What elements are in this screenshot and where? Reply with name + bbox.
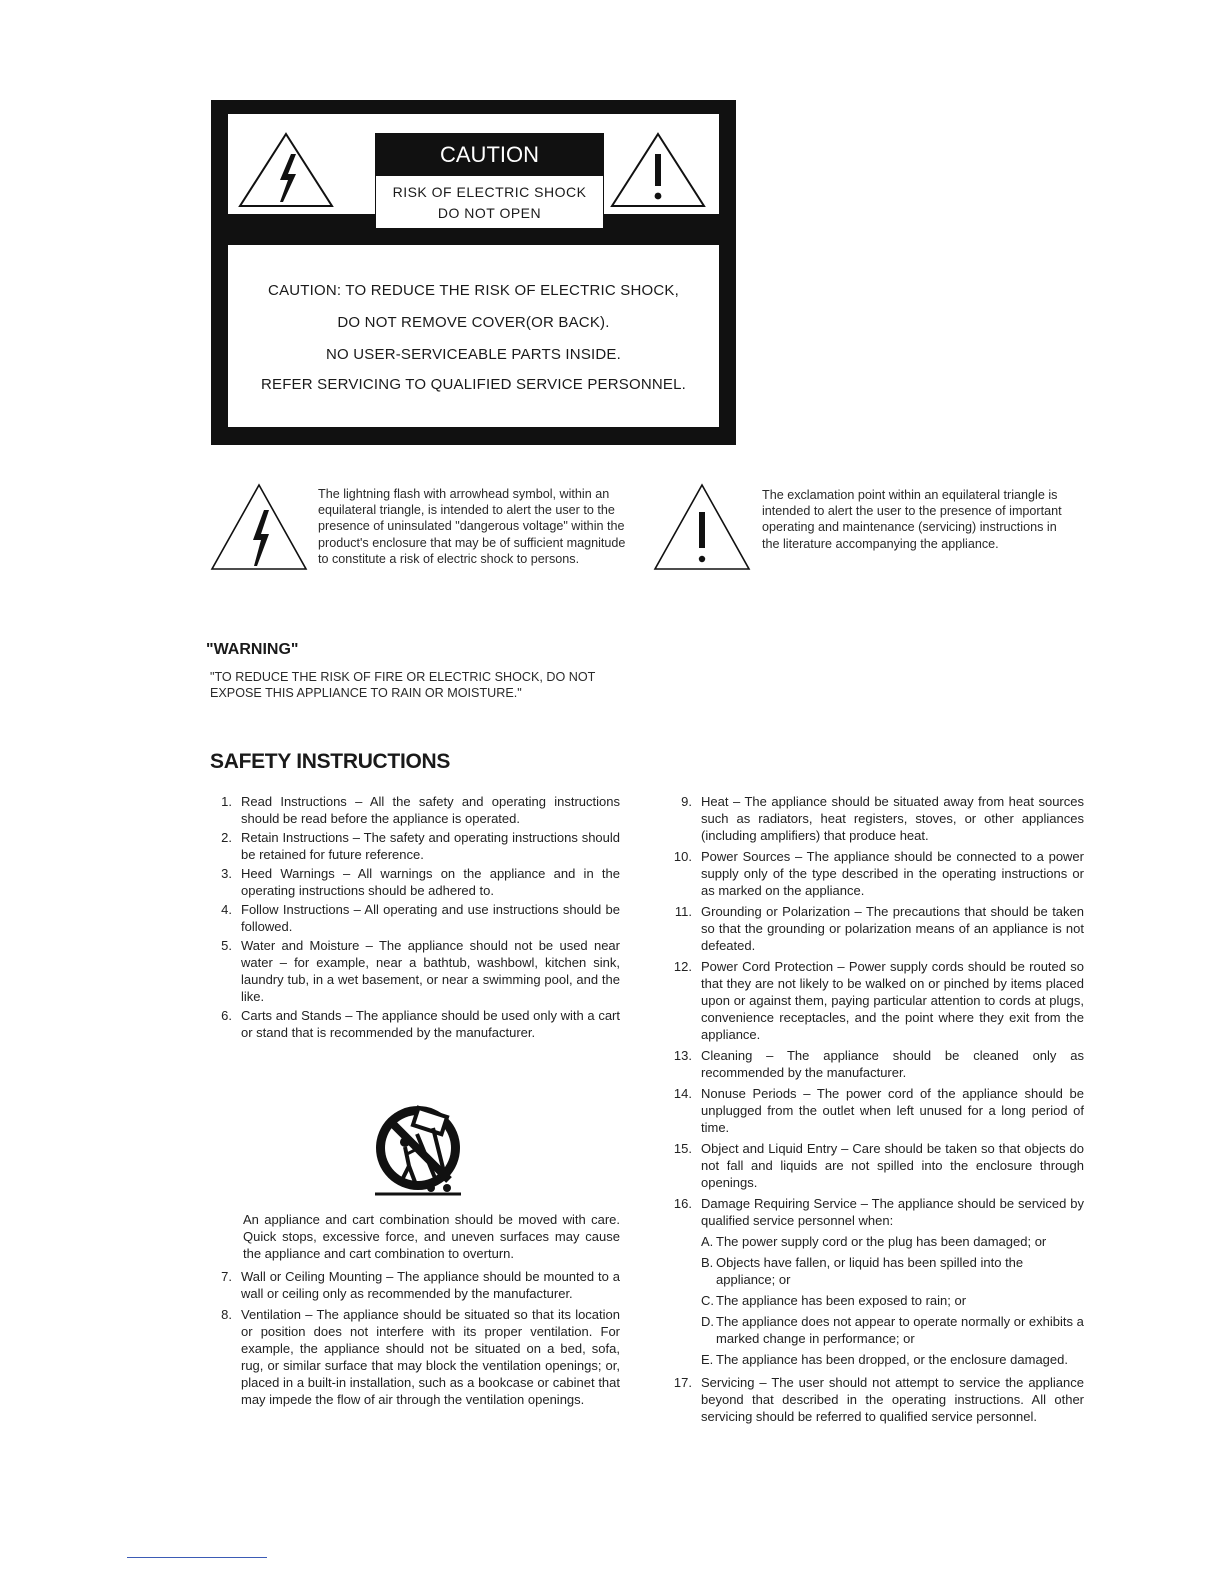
item-number: 13.: [673, 1048, 692, 1063]
caution-line: CAUTION: TO REDUCE THE RISK OF ELECTRIC SHOCK,: [268, 282, 679, 299]
item-number: E.: [701, 1352, 714, 1367]
instruction-item: [670, 793, 1084, 844]
instruction-item: [670, 1140, 1084, 1191]
item-number: 15.: [673, 1141, 692, 1156]
instruction-item: [670, 1047, 1084, 1081]
item-number: 5.: [221, 938, 232, 953]
item-number: 8.: [221, 1307, 232, 1322]
safety-list: [210, 1268, 620, 1408]
caution-header: [228, 114, 719, 221]
exclamation-triangle-icon: [608, 130, 708, 210]
safety-right-column: [670, 793, 1084, 1425]
item-number: A.: [701, 1234, 714, 1249]
item-text: The appliance has been exposed to rain; or: [716, 1293, 967, 1308]
sub-item: [670, 1351, 1084, 1368]
caution-title: CAUTION: [376, 134, 603, 176]
sub-item: [670, 1254, 1084, 1288]
item-text: Wall or Ceiling Mounting – The appliance should be mounted to a wall or ceiling only as recommended by the manufacturer.: [241, 1269, 620, 1301]
item-text: The appliance has been dropped, or the enclosure damaged.: [716, 1352, 1068, 1367]
item-number: 6.: [221, 1008, 232, 1023]
item-number: 3.: [221, 866, 232, 881]
item-number: 7.: [221, 1269, 232, 1284]
instruction-item: [670, 903, 1084, 954]
item-text: Cleaning – The appliance should be cleaned only as recommended by the manufacturer.: [701, 1048, 1084, 1080]
item-text: Grounding or Polarization – The precautions that should be taken so that the grounding or polarization means of an appliance is not defeated.: [701, 904, 1084, 953]
sub-item: [670, 1292, 1084, 1309]
sub-item: [670, 1313, 1084, 1347]
item-text: Nonuse Periods – The power cord of the appliance should be unplugged from the outlet when left unused for a long period of time.: [701, 1086, 1084, 1135]
item-text: Follow Instructions – All operating and use instructions should be followed.: [241, 902, 620, 934]
warning-heading: "WARNING": [206, 641, 299, 658]
item-number: D.: [701, 1314, 714, 1329]
item-text: The appliance does not appear to operate normally or exhibits a marked change in performance; or: [716, 1314, 1084, 1346]
lightning-symbol-explanation: The lightning flash with arrowhead symbol, within an equilateral triangle, is intended to alert the user to the presence of uninsulated "dangerous voltage" within the product's enclosure that may be of sufficient magnitude to constitute a risk of electric shock to persons.: [318, 487, 626, 566]
item-number: 1.: [221, 794, 232, 809]
instruction-item: [670, 848, 1084, 899]
caution-line: REFER SERVICING TO QUALIFIED SERVICE PERSONNEL.: [260, 376, 687, 393]
caution-line: DO NOT REMOVE COVER(OR BACK).: [337, 314, 610, 331]
item-text: Power Sources – The appliance should be connected to a power supply only of the type described in the operating instructions or as marked on the appliance.: [701, 849, 1084, 898]
cart-caption: An appliance and cart combination should be moved with care. Quick stops, excessive force, and uneven surfaces may cause the appliance and cart combination to overturn.: [243, 1212, 620, 1261]
item-text: Ventilation – The appliance should be situated so that its location or position does not interfere with its proper ventilation. For example, the appliance should not be situated on a bed, sofa, rug, or similar surface that may block the ventilation openings; or, placed in a built-in installation, such as a bookcase or cabinet that may impede the flow of air through the ventilation openings.: [241, 1307, 620, 1407]
item-number: 12.: [673, 959, 692, 974]
instruction-item: [210, 1007, 620, 1041]
instruction-item: [670, 1374, 1084, 1425]
item-text: Heat – The appliance should be situated away from heat sources such as radiators, heat registers, stoves, or other appliances (including amplifiers) that produce heat.: [701, 794, 1084, 843]
footer-rule: [127, 1557, 267, 1558]
caution-panel: [211, 100, 736, 445]
item-number: C.: [701, 1293, 714, 1308]
instruction-item: [210, 937, 620, 1005]
damage-sub-list: [670, 1233, 1084, 1368]
item-number: 14.: [673, 1086, 692, 1101]
instruction-item: [670, 1195, 1084, 1229]
item-text: Object and Liquid Entry – Care should be taken so that objects do not fall and liquids are not spilled into the enclosure through openings.: [701, 1141, 1084, 1190]
exclamation-symbol-explanation: The exclamation point within an equilateral triangle is intended to alert the user to the presence of important operating and maintenance (servicing) instructions in the literature accompanying the appliance.: [762, 488, 1062, 551]
item-number: 16.: [673, 1196, 692, 1211]
item-text: Water and Moisture – The appliance should not be used near water – for example, near a bathtub, washbowl, kitchen sink, laundry tub, in a wet basement, or near a swimming pool, and the like.: [241, 938, 620, 1004]
item-text: Carts and Stands – The appliance should be used only with a cart or stand that is recommended by the manufacturer.: [241, 1008, 620, 1040]
lightning-triangle-icon: [236, 130, 336, 210]
item-number: 4.: [221, 902, 232, 917]
item-text: Retain Instructions – The safety and operating instructions should be retained for future reference.: [241, 830, 620, 862]
item-number: 11.: [674, 904, 692, 919]
instruction-item: [210, 865, 620, 899]
item-text: Read Instructions – All the safety and operating instructions should be read before the appliance is operated.: [241, 794, 620, 826]
safety-list: [670, 793, 1084, 1229]
item-number: 10.: [673, 849, 692, 864]
cart-tip-over-icon: [371, 1096, 465, 1206]
caution-subtitle-1: RISK OF ELECTRIC SHOCK: [392, 184, 587, 200]
item-number: 2.: [221, 830, 232, 845]
instruction-item: [670, 958, 1084, 1043]
instruction-item: [670, 1085, 1084, 1136]
lightning-triangle-icon: [209, 482, 309, 572]
item-text: The power supply cord or the plug has been damaged; or: [716, 1234, 1047, 1249]
caution-label: [375, 133, 604, 229]
item-text: Objects have fallen, or liquid has been spilled into the appliance; or: [716, 1255, 1024, 1287]
instruction-item: [210, 1306, 620, 1408]
instruction-item: [210, 901, 620, 935]
item-number: 17.: [673, 1375, 692, 1390]
caution-notice: [228, 245, 719, 427]
instruction-item: [210, 829, 620, 863]
instruction-item: [210, 793, 620, 827]
item-text: Power Cord Protection – Power supply cords should be routed so that they are not likely to be walked on or pinched by items placed upon or against them, paying particular attention to cords at plugs, convenience receptacles, and the point where they exit from the appliance.: [701, 959, 1084, 1042]
item-text: Damage Requiring Service – The appliance should be serviced by qualified service personnel when:: [701, 1196, 1084, 1228]
item-text: Servicing – The user should not attempt to service the appliance beyond that described in the operating instructions. All other servicing should be referred to qualified service personnel.: [701, 1375, 1084, 1424]
item-text: Heed Warnings – All warnings on the appliance and in the operating instructions should be adhered to.: [241, 866, 620, 898]
sub-item: [670, 1233, 1084, 1250]
warning-text: "TO REDUCE THE RISK OF FIRE OR ELECTRIC SHOCK, DO NOT EXPOSE THIS APPLIANCE TO RAIN OR MOISTURE.": [210, 670, 596, 700]
caution-line: NO USER-SERVICEABLE PARTS INSIDE.: [325, 346, 621, 363]
item-number: 9.: [681, 794, 692, 809]
instruction-item: [210, 1268, 620, 1302]
caution-subtitle-2: DO NOT OPEN: [437, 205, 542, 221]
safety-heading: SAFETY INSTRUCTIONS: [210, 750, 451, 773]
exclamation-triangle-icon: [652, 482, 752, 572]
item-number: B.: [701, 1255, 714, 1270]
safety-list: [210, 793, 620, 1041]
safety-list: [670, 1374, 1084, 1425]
